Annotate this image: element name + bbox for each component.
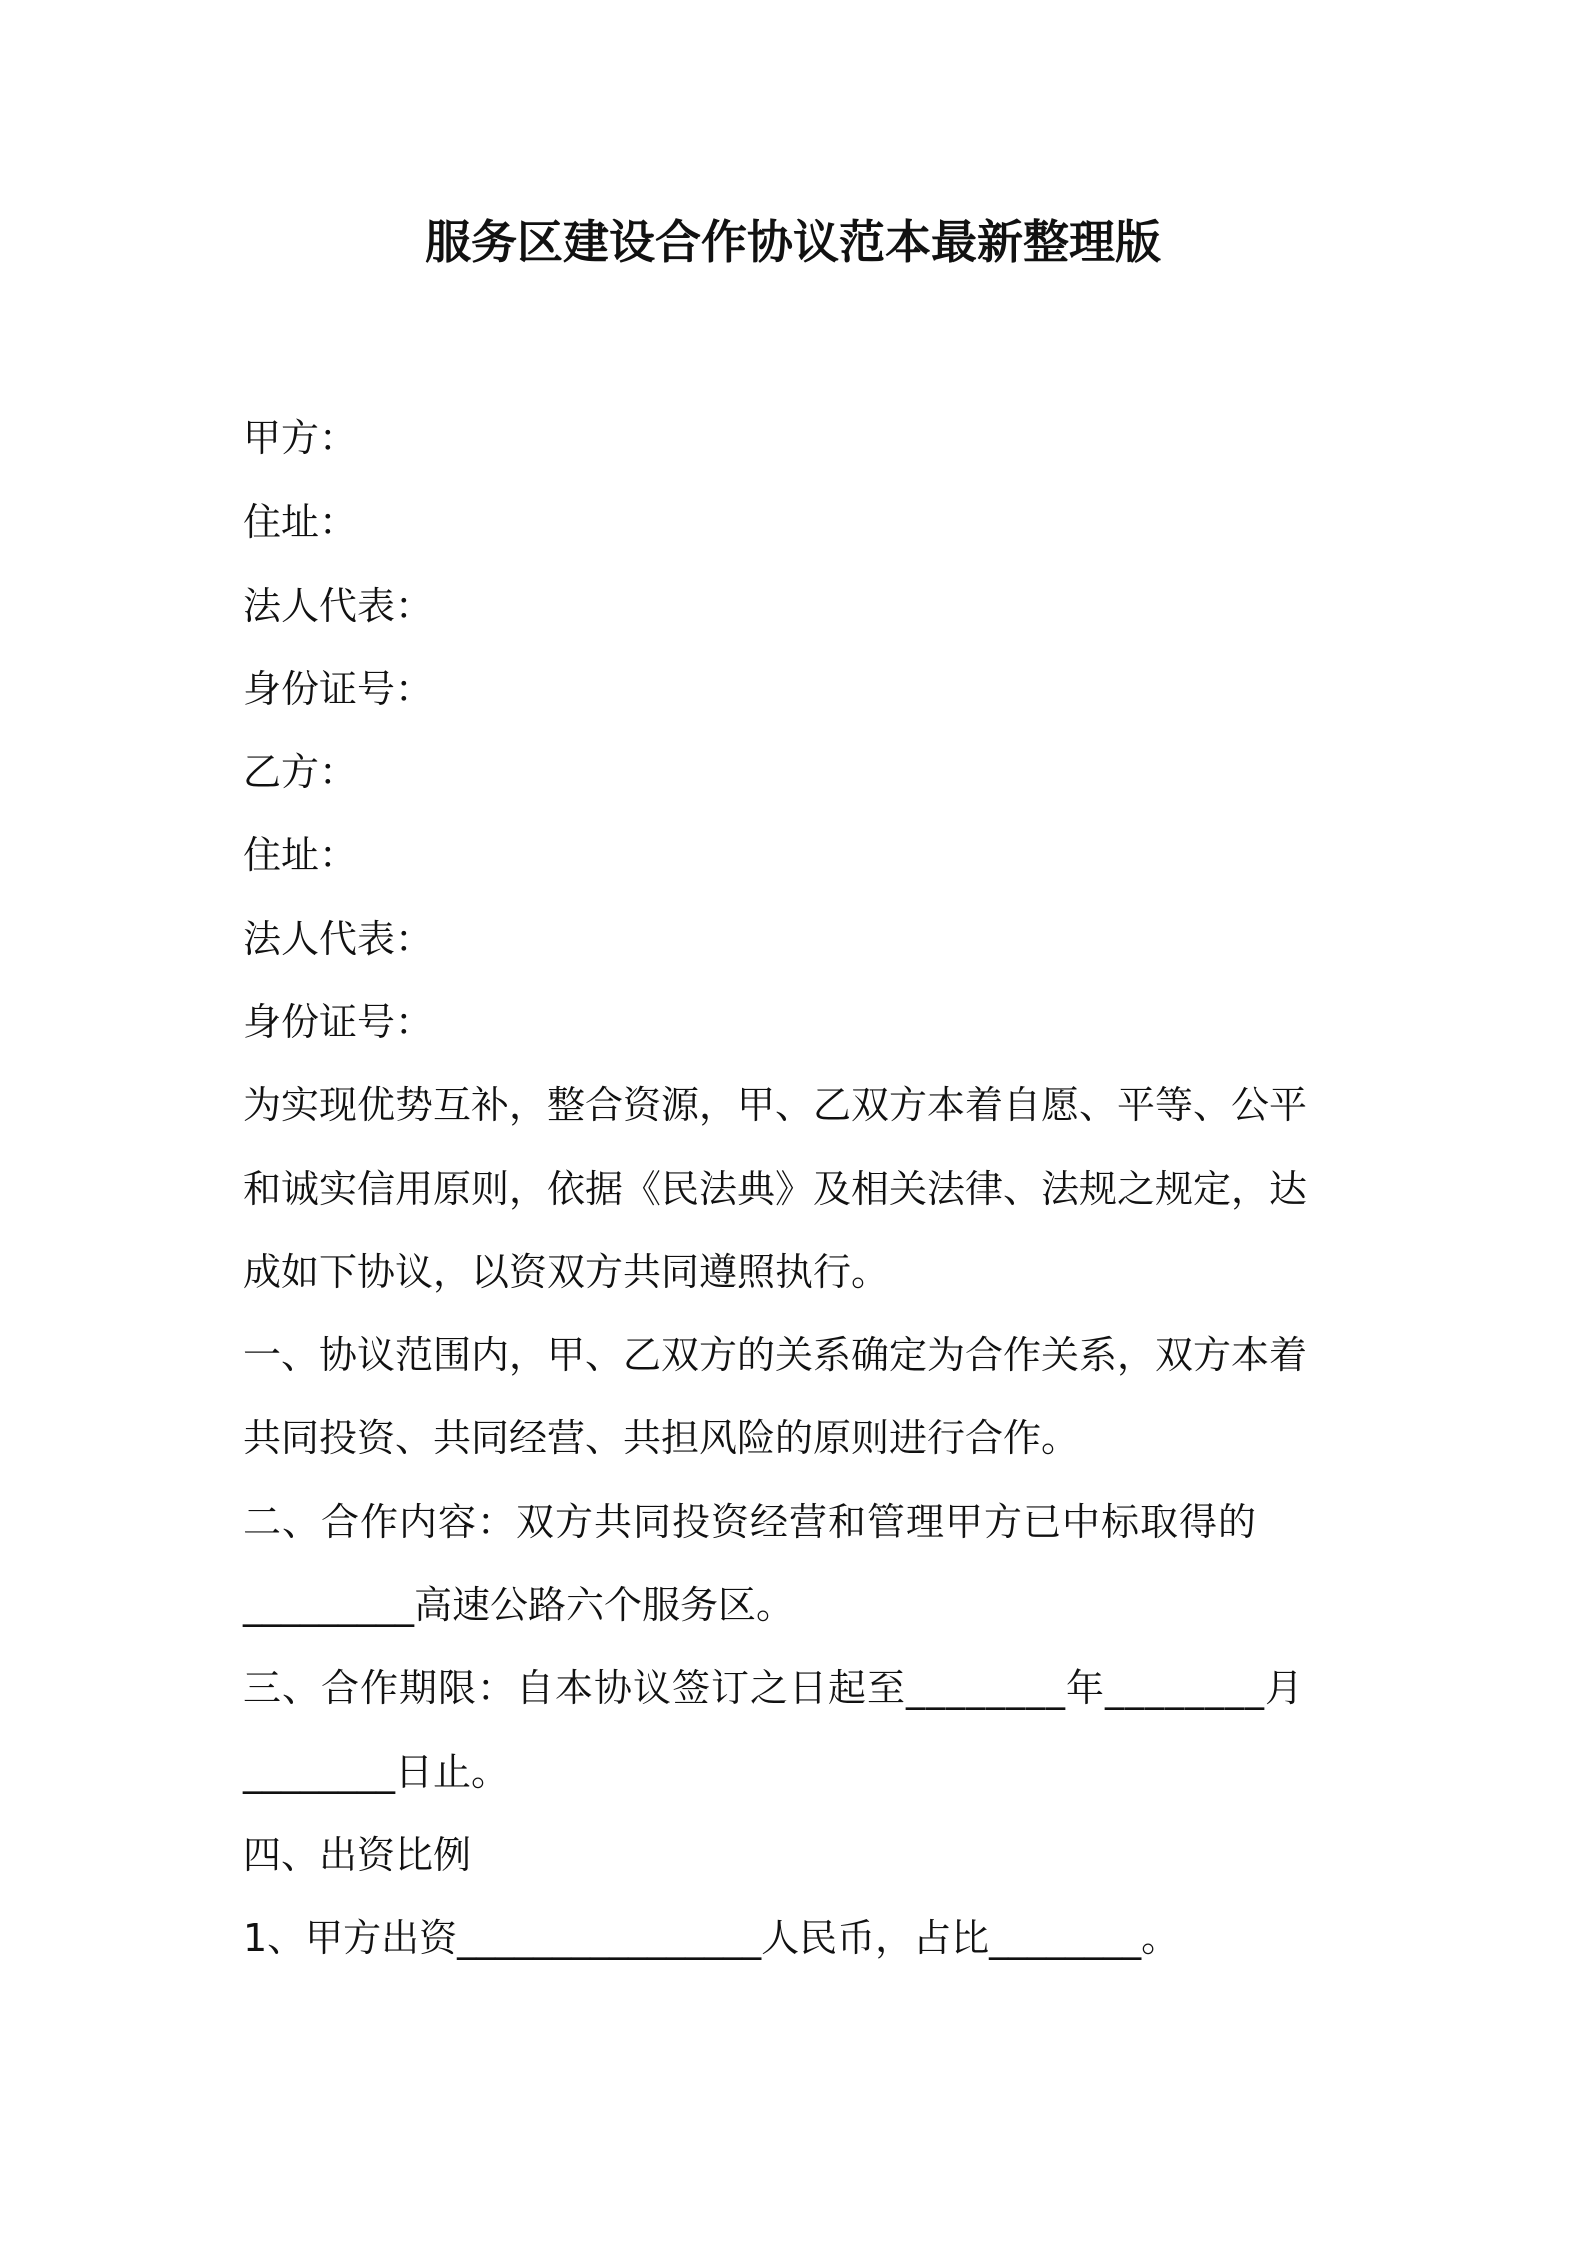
party-a-address: 住址： [243,500,358,544]
clause-4-item-1: 1、甲方出资________________人民币，占比________。 [243,1916,1180,1960]
preamble-line: 和诚实信用原则，依据《民法典》及相关法律、法规之规定，达 [243,1167,1308,1211]
party-b-address: 住址： [243,833,358,877]
clause-3-line: ________日止。 [243,1750,510,1794]
party-a-id-number: 身份证号： [243,667,434,711]
party-b-id-number: 身份证号： [243,1000,434,1044]
clause-2-line: 二、合作内容：双方共同投资经营和管理甲方已中标取得的 [243,1500,1258,1544]
clause-3-line: 三、合作期限：自本协议签订之日起至________年________月 [243,1666,1305,1710]
clause-2-line: _________高速公路六个服务区。 [243,1583,795,1627]
document-title: 服务区建设合作协议范本最新整理版 [425,215,1161,269]
preamble-line: 成如下协议，以资双方共同遵照执行。 [243,1250,890,1294]
party-b-label: 乙方： [243,750,358,794]
party-a-legal-rep: 法人代表： [243,584,434,628]
clause-1-line: 一、协议范围内，甲、乙双方的关系确定为合作关系，双方本着 [243,1333,1308,1377]
clause-4-heading: 四、出资比例 [243,1833,472,1877]
preamble-line: 为实现优势互补，整合资源，甲、乙双方本着自愿、平等、公平 [243,1083,1308,1127]
party-b-legal-rep: 法人代表： [243,917,434,961]
party-a-label: 甲方： [243,416,358,460]
clause-1-line: 共同投资、共同经营、共担风险的原则进行合作。 [243,1416,1080,1460]
